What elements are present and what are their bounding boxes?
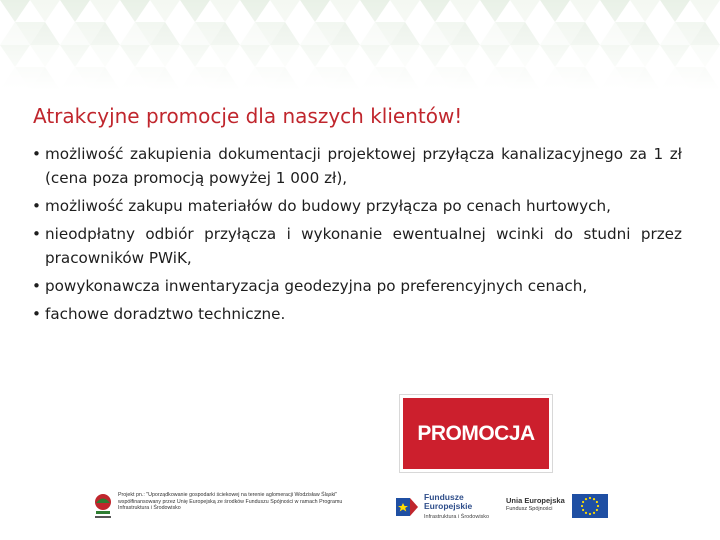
eu-title: Unia Europejska bbox=[506, 496, 565, 505]
funds-title-line2: Europejskie bbox=[424, 501, 473, 511]
bullet-item: • fachowe doradztwo techniczne. bbox=[32, 302, 682, 326]
footer-logos bbox=[0, 488, 720, 528]
promo-badge bbox=[400, 395, 552, 472]
bullet-list bbox=[32, 142, 682, 330]
funds-subtitle: Infrastruktura i Środowisko bbox=[424, 514, 490, 520]
bullet-item: • możliwość zakupu materiałów do budowy przyłącza po cenach hurtowych, bbox=[32, 194, 682, 218]
eu-subtitle: Fundusz Spójności bbox=[506, 506, 553, 512]
european-funds-label bbox=[424, 493, 489, 522]
european-funds-logo-icon bbox=[394, 492, 420, 522]
eu-label bbox=[506, 496, 565, 514]
slide-title: Atrakcyjne promocje dla naszych klientów! bbox=[33, 104, 463, 128]
project-funding-text: Projekt pn.: "Uporządkowanie gospodarki ściekowej na terenie aglomeracji Wodzisław Śląski" współfinansowany przez Unię Europejską ze środków Funduszu Spójności w ramach Programu Infrastruktura i Środowisko bbox=[118, 492, 343, 512]
bullet-item: • powykonawcza inwentaryzacja geodezyjna po preferencyjnych cenach, bbox=[32, 274, 682, 298]
bullet-item: • możliwość zakupienia dokumentacji projektowej przyłącza kanalizacyjnego za 1 zł (cena poza promocją powyżej 1 000 zł), bbox=[32, 142, 682, 190]
funds-title-line1: Fundusze bbox=[424, 492, 464, 502]
eu-flag-icon bbox=[572, 494, 608, 518]
water-company-logo-icon bbox=[92, 492, 114, 522]
promo-badge-label: PROMOCJA bbox=[417, 421, 535, 445]
header-pattern bbox=[0, 0, 720, 90]
bullet-item: • nieodpłatny odbiór przyłącza i wykonanie ewentualnej wcinki do studni przez pracowników PWiK, bbox=[32, 222, 682, 270]
